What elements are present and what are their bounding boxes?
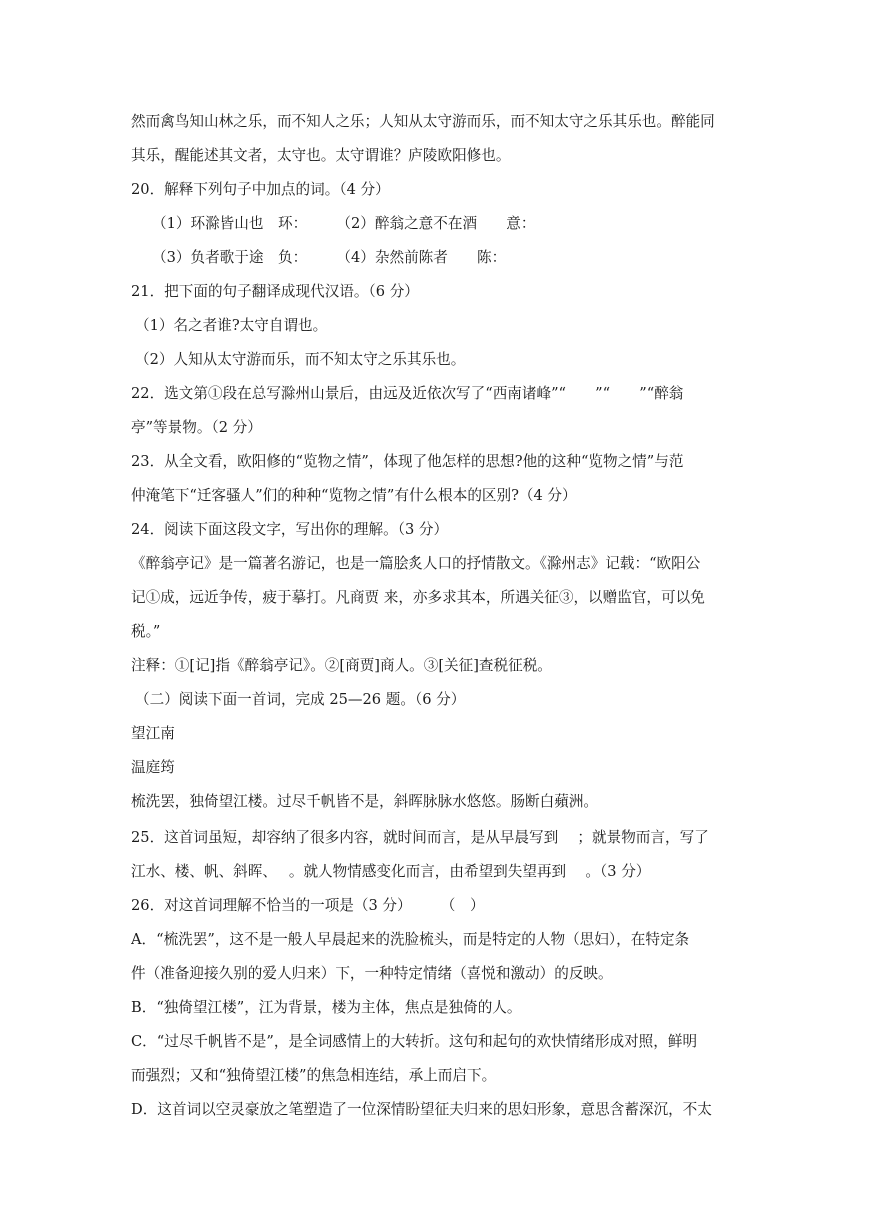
option-b: B．“独倚望江楼”，江为背景，楼为主体，焦点是独倚的人。 [131, 999, 522, 1016]
question-26: 26．对这首词理解不恰当的一项是（3 分） （ ） [131, 897, 485, 914]
passage-line: 税。” [131, 623, 161, 640]
option-a: A．“梳洗罢”，这不是一般人早晨起来的洗脸梳头，而是特定的人物（思妇），在特定条 [131, 931, 690, 948]
question-20: 20．解释下列句子中加点的词。（4 分） [131, 181, 390, 198]
question-24: 24．阅读下面这段文字，写出你的理解。（3 分） [131, 521, 449, 538]
poem-author: 温庭筠 [131, 759, 175, 776]
question-23: 23．从全文看，欧阳修的“览物之情”，体现了他怎样的思想?他的这种“览物之情”与范 [131, 453, 684, 470]
question-21-item-1: （1）名之者谁?太守自谓也。 [135, 317, 328, 334]
text-line: 而强烈；又和“独倚望江楼”的焦急相连结，承上而启下。 [131, 1067, 497, 1084]
text-line: 江水、楼、帆、斜晖、 。就人物情感变化而言，由希望到失望再到 。（3 分） [131, 863, 651, 880]
question-22: 22．选文第①段在总写滁州山景后，由远及近依次写了“西南诸峰”“ ”“ ”“醉翁 [131, 385, 684, 402]
option-d: D．这首词以空灵豪放之笔塑造了一位深情盼望征夫归来的思妇形象，意思含蓄深沉，不太 [131, 1101, 712, 1118]
text-line: 亭”等景物。（2 分） [131, 419, 262, 436]
question-21: 21．把下面的句子翻译成现代汉语。（6 分） [131, 283, 419, 300]
question-21-item-2: （2）人知从太守游而乐，而不知太守之乐其乐也。 [135, 351, 466, 368]
text-line: 件（准备迎接久别的爱人归来）下，一种特定情绪（喜悦和激动）的反映。 [131, 965, 613, 982]
question-20-items-1: （1）环滁皆山也 环： （2）醉翁之意不在酒 意： [152, 215, 536, 232]
text-line: 其乐，醒能述其文者，太守也。太守谓谁？庐陵欧阳修也。 [131, 147, 511, 164]
option-c: C．“过尽千帆皆不是”，是全词感情上的大转折。这句和起句的欢快情绪形成对照，鲜明 [131, 1033, 698, 1050]
passage-line: 《醉翁亭记》是一篇著名游记，也是一篇脍炙人口的抒情散文。《滁州志》记载：“欧阳公 [131, 555, 701, 572]
question-25: 25．这首词虽短，却容纳了很多内容，就时间而言，是从早晨写到 ；就景物而言，写了 [131, 829, 709, 846]
question-20-items-2: （3）负者歌于途 负： （4）杂然前陈者 陈： [152, 249, 507, 266]
section-heading: （二）阅读下面一首词，完成 25—26 题。（6 分） [135, 691, 466, 708]
poem-title: 望江南 [131, 725, 175, 742]
poem-text: 梳洗罢，独倚望江楼。过尽千帆皆不是，斜晖脉脉水悠悠。肠断白蘋洲。 [131, 793, 599, 810]
passage-line: 记①成，远近争传，疲于摹打。凡商贾 来，亦多求其本，所遇关征③，以赠监官，可以免 [131, 589, 705, 606]
text-line: 然而禽鸟知山林之乐，而不知人之乐；人知从太守游而乐，而不知太守之乐其乐也。醉能同 [131, 113, 715, 130]
text-line: 仲淹笔下“迁客骚人”们的种种“览物之情”有什么根本的区别?（4 分） [131, 487, 577, 504]
annotation-note: 注释：①[记]指《醉翁亭记》。②[商贾]商人。③[关征]查税征税。 [131, 657, 552, 674]
